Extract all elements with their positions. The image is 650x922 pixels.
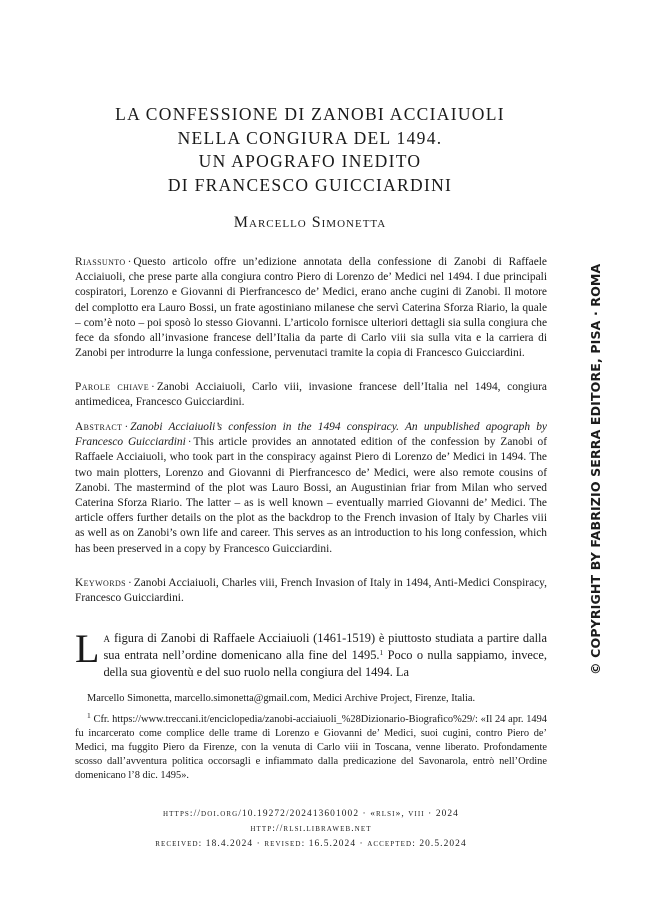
riassunto-text: Questo articolo offre un’edizione annotata della confessione di Zanobi di Raffaele Acciaiuoli, che prese parte alla congiura contro Piero di Lorenzo de’ Medici nel 1494. I due principali cospiratori, Lorenzo e Giovanni di Pierfrancesco de’ Medici, erano anche cugini di Zanobi. Il motore del complotto era Lauro Bossi, un frate agostiniano milanese che servì Caterina Sforza Riario, la quale – com’è noto – poi sposò lo stesso Giovanni. L’articolo fornisce ulteriori dettagli sia sulla congiura che fece da sfondo all’invasione francese dell’Italia da parte di Carlo viii sia sulla vita e la carriera di Zanobi per introdurre la lunga confessione, pervenutaci tramite la copia di Francesco Guicciardini. bbox=[75, 256, 547, 360]
body-text-start: figura di Zanobi di Raffaele Acciaiuoli (1461-1519) è piuttosto studiata a partire dalla sua entrata nell’ordine domenicano alla fine del 1495. bbox=[103, 631, 547, 662]
abstract-label: Abstract bbox=[75, 421, 123, 433]
title-line: NELLA CONGIURA DEL 1494. bbox=[177, 127, 443, 148]
title-line: UN APOGRAFO INEDITO bbox=[198, 151, 422, 171]
separator: · bbox=[124, 421, 129, 433]
keywords-label: Keywords bbox=[75, 577, 126, 589]
footnotes bbox=[75, 692, 547, 783]
title-line: DI FRANCESCO GUICCIARDINI bbox=[167, 174, 453, 195]
article-title bbox=[60, 103, 560, 197]
keywords-text: Zanobi Acciaiuoli, Charles viii, French Invasion of Italy in 1494, Anti-Medici Conspiracy, Francesco Guicciardini. bbox=[75, 577, 547, 605]
riassunto-label: Riassunto bbox=[75, 256, 126, 268]
separator: · bbox=[187, 436, 192, 449]
keywords-block bbox=[75, 576, 547, 606]
journal-url[interactable]: http://rlsi.libraweb.net bbox=[250, 824, 372, 834]
dates-line: received: 18.4.2024 · revised: 16.5.2024 · accepted: 20.5.2024 bbox=[155, 839, 467, 849]
parole-chiave-block bbox=[75, 380, 547, 410]
footnote-1 bbox=[75, 713, 547, 783]
body-paragraph bbox=[75, 626, 547, 681]
abstract-block bbox=[75, 420, 547, 557]
drop-cap: L bbox=[75, 626, 100, 671]
separator: · bbox=[127, 256, 132, 268]
first-word-rest: a bbox=[103, 631, 111, 645]
copyright-notice: © COPYRIGHT BY FABRIZIO SERRA EDITORE, PISA · ROMA bbox=[588, 263, 603, 675]
footnote-number: 1 bbox=[87, 711, 91, 720]
footnote-ref[interactable]: 1 bbox=[379, 648, 384, 657]
abstract-text: This article provides an annotated edition of the confession by Zanobi of Raffaele Acciaiuoli, who took part in the conspiracy against Piero di Lorenzo de’ Medici in 1494. The two main plotters, Lorenzo and Giovanni di Pierfrancesco de’ Medici, were also remote cousins of Zanobi. The mastermind of the plot was Lauro Bossi, an Augustinian friar from Milan who served Caterina Sforza Riario. The latter – as is well known – eventually married Giovanni de’ Medici. The article offers further details on the plot as the backdrop to the French invasion of Italy by Charles viii as well as on Zanobi’s own life and career. This serves as an introduction to his long confession, which has been preserved in a copy by Francesco Guicciardini. bbox=[75, 436, 548, 555]
title-line: LA CONFESSIONE DI ZANOBI ACCIAIUOLI bbox=[115, 104, 505, 124]
abstract-title: Zanobi Acciaiuoli’s confession in the 1494 conspiracy. An unpublished apograph by Francesco Guicciardini bbox=[75, 421, 547, 449]
separator: · bbox=[127, 577, 132, 589]
author-name: Marcello Simonetta bbox=[233, 214, 387, 231]
parole-chiave-text: Zanobi Acciaiuoli, Carlo viii, invasione francese dell’Italia nel 1494, congiura antimedicea, Francesco Guicciardini. bbox=[75, 381, 547, 409]
parole-chiave-label: Parole chiave bbox=[75, 381, 150, 393]
doi-info bbox=[75, 807, 547, 852]
separator: · bbox=[151, 381, 155, 393]
doi-line[interactable]: https://doi.org/10.19272/202413601002 · «rlsi», viii · 2024 bbox=[163, 809, 459, 819]
footnote-1-text: Cfr. https://www.treccani.it/enciclopedia/zanobi-acciaiuoli_%28Dizionario-Biografico%29/: «Il 24 apr. 1494 fu incarcerato come complice delle trame di Lorenzo e Giovanni de’ Medici, suoi cugini, contro Piero de’ Medici, ma fuggito Piero da Firenze, con la venuta di Carlo viii in Toscana, venne liberato. Profondamente scosso dall’avventura politica occorsagli e infiammato dalla predicazione del Savonarola, entrò nell’Ordine domenicano l’8 dic. 1495». bbox=[75, 714, 547, 781]
riassunto-block bbox=[75, 255, 547, 361]
author-footnote: Marcello Simonetta, marcello.simonetta@gmail.com, Medici Archive Project, Firenze, Italia. bbox=[87, 693, 476, 704]
body-text-end: Poco o nulla sappiamo, invece, della sua gioventù e del suo ruolo nella congiura del 1494. La bbox=[103, 648, 547, 679]
